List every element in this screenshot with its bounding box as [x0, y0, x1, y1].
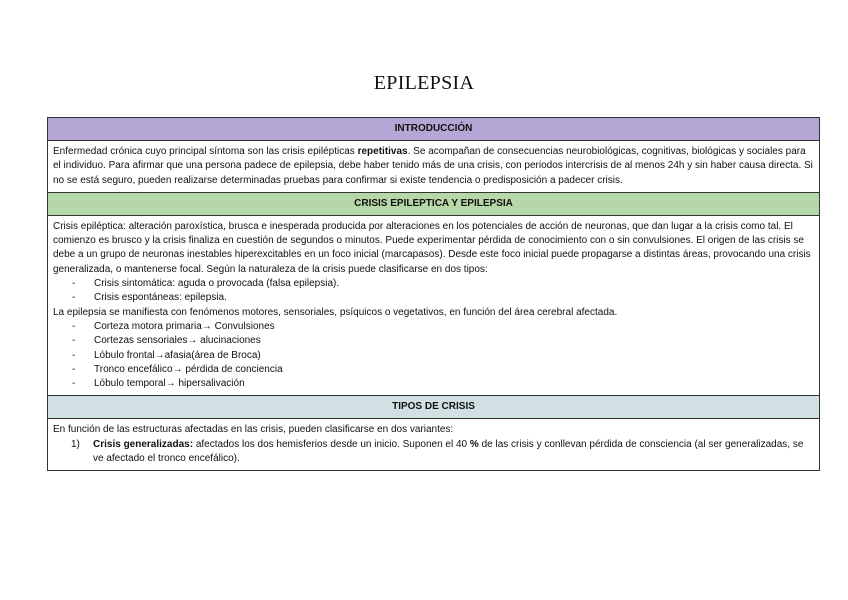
content-table: [47, 117, 820, 471]
list-item-emph: %: [469, 438, 479, 450]
list-item-text-2: de las crisis y conllevan pérdida de consciencia (al ser generalizadas, se ve afectado el tronco encefálico).: [93, 438, 804, 465]
section-heading-tipos: TIPOS DE CRISIS: [48, 396, 819, 419]
list-item: - Corteza motora primaria→ Convulsiones: [72, 320, 814, 334]
section-body-tipos: [48, 419, 819, 471]
intro-paragraph: [53, 145, 814, 188]
list-item: - Crisis sintomática: aguda o provocada (falsa epilepsia).: [72, 277, 814, 291]
list-item: - Tronco encefálico→ pérdida de conciencia: [72, 363, 814, 377]
list-item-term: Crisis generalizadas:: [93, 438, 194, 450]
section-body-introduccion: [48, 141, 819, 193]
list-item: - Lóbulo temporal→ hipersalivación: [72, 377, 814, 391]
crisis-paragraph-2: La epilepsia se manifiesta con fenómenos motores, sensoriales, psíquicos o vegetativos, en función del área cerebral afectada.: [53, 306, 618, 318]
brain-areas-list: [53, 320, 814, 391]
intro-text-end: . Se acompañan de consecuencias neurobiológicas, cognitivas, biológicas y sociales para el individuo. Para afirmar que una persona padece de epilepsia, debe haber tenido más de una crisis, con periodos intercrisis de al menos 24h y sin haber causa directa. Si no se está seguro, pueden realizarse determinadas pruebas para confirmar si existe tendencia o predisposición a padecer crisis.: [53, 146, 813, 186]
section-body-crisis: [48, 216, 819, 397]
list-item: - Lóbulo frontal→afasia(área de Broca): [72, 349, 814, 363]
list-item-text: afectados los dos hemisferios desde un inicio. Suponen el 40: [193, 438, 470, 450]
crisis-paragraph-1: Crisis epiléptica: alteración paroxística, brusca e inesperada producida por alteraciones en los potenciales de acción de neuronas, que dan lugar a la crisis como tal. El comienzo es brusco y la crisis finaliza en cuestión de segundos o minutos. Puede experimentar pérdida de conocimiento con o sin convulsiones. El origen de las crisis se debe a un grupo de neuronas inestables hiperexcitables en un foco inicial (marcapasos). Desde este foco inicial puede propagarse a distintas áreas, provocando una crisis generalizada, o mantenerse focal. Según la naturaleza de la crisis puede clasificarse en dos tipos:: [53, 220, 811, 275]
list-item: - Cortezas sensoriales→ alucinaciones: [72, 334, 814, 348]
intro-bold-term: repetitivas: [357, 146, 408, 157]
crisis-types-list: [53, 277, 814, 306]
intro-text-start: Enfermedad crónica cuyo principal síntoma son las crisis epilépticas: [53, 146, 358, 157]
tipos-intro: En función de las estructuras afectadas en las crisis, pueden clasificarse en dos variantes:: [53, 424, 454, 436]
document-title: EPILEPSIA: [373, 72, 475, 94]
list-item: - Crisis espontáneas: epilepsia.: [72, 291, 814, 305]
section-heading-introduccion: INTRODUCCIÓN: [48, 118, 819, 141]
list-number: 1): [71, 438, 80, 450]
list-item: [71, 438, 814, 467]
section-heading-crisis: CRISIS EPILEPTICA Y EPILEPSIA: [48, 193, 819, 216]
tipos-list: [53, 438, 814, 467]
